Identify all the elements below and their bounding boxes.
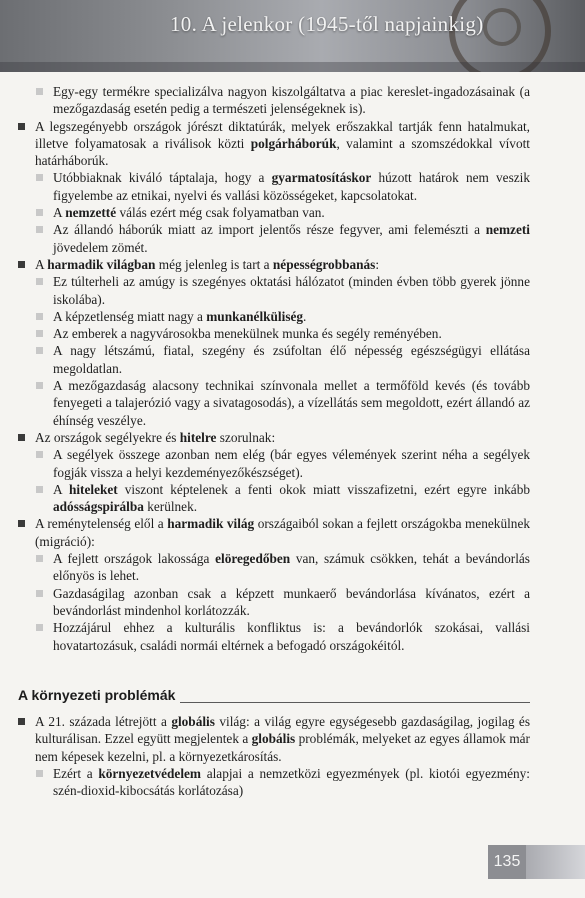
sub-square-bullet-icon <box>36 486 43 493</box>
sub-bullet-item <box>18 446 530 481</box>
sub-square-bullet-icon <box>36 624 43 631</box>
item-text: A fejlett országok lakossága <box>53 551 216 567</box>
bold-keyword: hiteleket <box>68 481 118 497</box>
item-text: jövedelem zömét. <box>53 239 148 255</box>
sub-bullet-item <box>18 221 530 256</box>
sub-square-bullet-icon <box>36 88 43 95</box>
bullet-item <box>18 429 530 446</box>
sub-square-bullet-icon <box>36 278 43 285</box>
bold-keyword: globális <box>171 714 215 729</box>
sub-bullet-item <box>18 619 530 654</box>
page-number-tab <box>488 845 585 879</box>
sub-bullet-item <box>18 550 530 585</box>
banner-shadow <box>0 62 585 72</box>
sub-bullet-item <box>18 273 530 308</box>
sub-bullet-item <box>18 377 530 429</box>
item-text: van, számuk csökken, tehát a bevándorlás előnyös is lehet. <box>53 551 530 584</box>
sub-bullet-item <box>18 325 530 342</box>
bullet-item <box>18 256 530 273</box>
bold-keyword: harmadik világban <box>47 256 156 272</box>
section-title: A környezeti problémák <box>18 687 176 703</box>
item-text: A mezőgazdaság alacsony technikai színvonala mellet a termőföld kevés (és tovább fenyegeti a talajerózió vagy a sivatagosodás), a vízellátás sem megoldott, ezért állandó az éhínség veszélye. <box>53 378 530 428</box>
item-text: problémák, melyeket az egyes államok már nem képesek kezelni, pl. a környezetkárosítás. <box>35 731 530 764</box>
item-text: Utóbbiaknak kiváló táptalaja, hogy a <box>53 170 272 186</box>
sub-square-bullet-icon <box>36 555 43 562</box>
bold-keyword: munkanélküliség <box>206 308 304 324</box>
sub-square-bullet-icon <box>36 770 43 777</box>
bold-keyword: nemzeti <box>485 222 530 238</box>
item-text: . <box>303 308 307 324</box>
item-text: A reménytelenség elől a <box>35 516 168 532</box>
item-text: A képzetlenség miatt nagy a <box>53 308 207 324</box>
item-text: Az emberek a nagyvárosokba menekülnek munka és segély reményében. <box>53 326 442 342</box>
item-text: Az állandó háborúk miatt az import jelentős része fegyver, ami felemészti a <box>53 222 486 238</box>
item-text: A <box>53 205 66 221</box>
sub-bullet-item <box>18 308 530 325</box>
sub-square-bullet-icon <box>36 590 43 597</box>
item-text: Gazdaságilag azonban csak a képzett munkaerő bevándorlása kívánatos, ezért a bevándorlást mindenhol korlátozzák. <box>53 585 530 618</box>
bullet-item <box>18 713 530 765</box>
sub-square-bullet-icon <box>36 226 43 233</box>
sub-square-bullet-icon <box>36 330 43 337</box>
sub-bullet-item <box>18 585 530 620</box>
sub-bullet-item <box>18 481 530 516</box>
sub-square-bullet-icon <box>36 313 43 320</box>
sub-square-bullet-icon <box>36 451 43 458</box>
bullet-list-main <box>18 83 530 654</box>
sub-bullet-item <box>18 169 530 204</box>
item-text: : <box>375 256 380 272</box>
bold-keyword: nemzetté <box>65 205 117 221</box>
section-rule <box>180 702 530 703</box>
item-text: Egy-egy termékre specializálva nagyon kiszolgáltatva a piac kereslet-ingadozásainak (a mezőgazdaság esetén pedig a természeti jelenségeknek is). <box>53 84 530 117</box>
item-text: világ: a világ egyre egységesebb gazdaságilag, jogilag és kulturálisan. Ezzel együtt megjelentek a <box>35 714 530 747</box>
chapter-title: 10. A jelenkor (1945-től napjainkig) <box>170 12 484 36</box>
chapter-banner <box>0 0 585 72</box>
bold-keyword: népességrobbanás <box>272 256 376 272</box>
sub-bullet-item <box>18 342 530 377</box>
item-text: Az országok segélyekre és <box>35 429 180 445</box>
bullet-list-environment <box>18 713 530 799</box>
bold-keyword: adósságspirálba <box>53 499 144 515</box>
bold-keyword: harmadik világ <box>167 516 255 532</box>
sub-square-bullet-icon <box>36 174 43 181</box>
bold-keyword: gyarmatosításkor <box>271 170 372 186</box>
sub-bullet-item <box>18 204 530 221</box>
item-text: Hozzájárul ehhez a kulturális konfliktus is: a bevándorlók szokásai, vallási hovatartozásuk, családi normái eltérnek a befogadó országokéitól. <box>53 620 530 653</box>
sub-square-bullet-icon <box>36 382 43 389</box>
bold-keyword: környezetvédelem <box>98 765 202 781</box>
item-text: A <box>35 256 48 272</box>
bold-keyword: elöregedőben <box>215 551 291 567</box>
item-text: szorulnak: <box>216 429 276 445</box>
item-text: húzott határok nem veszik figyelembe az etnikai, nyelvi és vallási közösségeket, kapcsolatokat. <box>53 170 530 203</box>
item-text: országaiból sokan a fejlett országokba menekülnek (migráció): <box>35 516 530 549</box>
item-text: Ez túlterheli az amúgy is szegényes oktatási hálózatot (minden évben több gyerek jönne iskolába). <box>53 274 530 307</box>
item-text: A <box>53 481 69 497</box>
sub-square-bullet-icon <box>36 209 43 216</box>
ship-wheel-hub-decoration <box>483 8 521 46</box>
item-text: A 21. százada létrejött a <box>35 714 172 729</box>
page-number: 135 <box>488 845 526 879</box>
sub-bullet-item <box>18 765 530 800</box>
item-text: A legszegényebb országok jórészt diktatúrák, melyek erőszakkal tartják fenn hatalmukat, illetve folyamatosak a riválisok közti <box>35 118 530 151</box>
section-heading <box>18 687 530 707</box>
square-bullet-icon <box>18 434 25 441</box>
item-text: A nagy létszámú, fiatal, szegény és zsúfoltan élő népesség egészségügyi ellátása megoldatlan. <box>53 343 530 376</box>
bullet-item <box>18 515 530 550</box>
square-bullet-icon <box>18 123 25 130</box>
item-text: kerülnek. <box>143 499 198 515</box>
item-text: Ezért a <box>53 765 99 781</box>
item-text: alapjai a nemzetközi egyezmények (pl. kiotói egyezmény: szén-dioxid-kibocsátás korlátozása) <box>53 765 530 799</box>
square-bullet-icon <box>18 520 25 527</box>
bold-keyword: hitelre <box>179 429 217 445</box>
bullet-item <box>18 118 530 170</box>
sub-bullet-item <box>18 83 530 118</box>
item-text: viszont képtelenek a fenti okok miatt visszafizetni, ezért egyre inkább <box>117 481 530 497</box>
bold-keyword: polgárháborúk <box>250 135 337 151</box>
sub-square-bullet-icon <box>36 347 43 354</box>
item-text: még jelenleg is tart a <box>155 256 273 272</box>
item-text: , valamint a szomszédokkal vívott határháborúk. <box>35 135 530 169</box>
square-bullet-icon <box>18 718 25 725</box>
bold-keyword: globális <box>251 731 296 747</box>
square-bullet-icon <box>18 261 25 268</box>
item-text: válás ezért még csak folyamatban van. <box>116 205 325 221</box>
item-text: A segélyek összege azonban nem elég (bár egyes vélemények szerint néha a segélyek fogják vissza a helyi kezdeményezőkészséget). <box>53 447 530 480</box>
